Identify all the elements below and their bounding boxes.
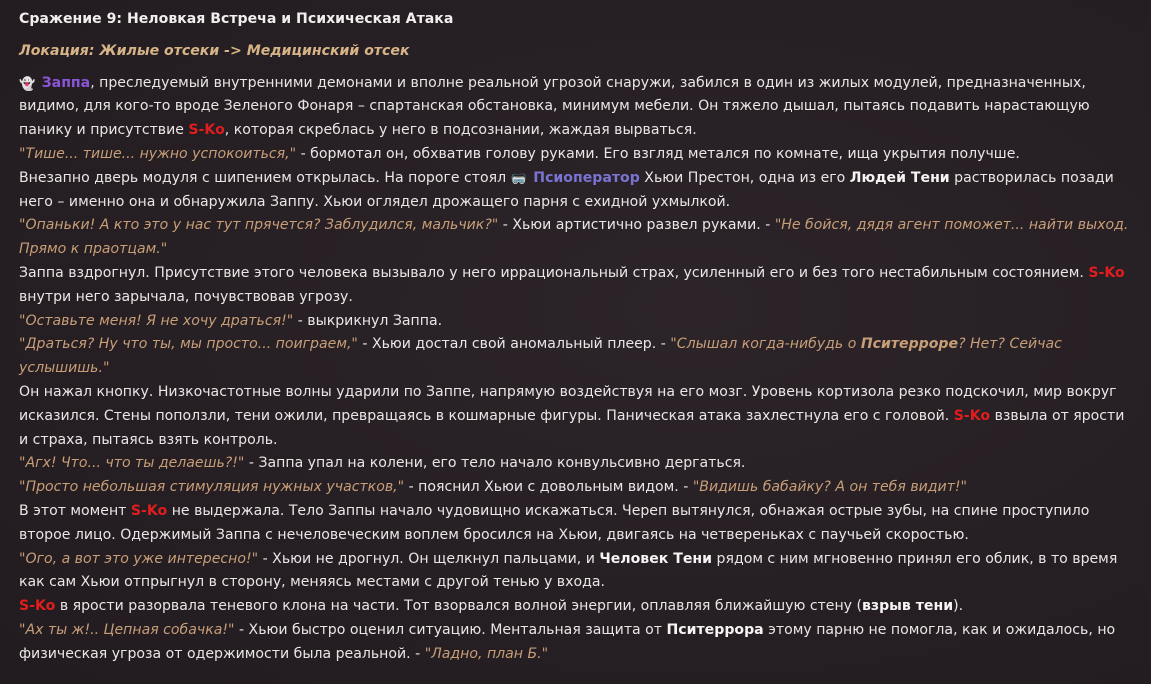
paragraph-5 <box>19 262 1133 310</box>
text: взвыла от ярости и страха, пытаясь взять контроль. <box>19 407 1125 448</box>
paragraph-12 <box>19 548 1133 596</box>
paragraph-8 <box>19 381 1133 452</box>
text: Хьюи Престон, одна из его <box>639 169 850 186</box>
speech: "Ладно, план Б." <box>424 645 549 662</box>
text: - бормотал он, обхватив голову руками. Его взгляд метался по комнате, ища укрытия получше. <box>296 145 1020 162</box>
speech: "Не бойся, дядя агент поможет... найти выход. Прямо к праотцам." <box>19 217 1129 258</box>
text: - выкрикнул Заппа. <box>293 312 443 329</box>
speech: "Ах ты ж!.. Цепная собачка!" <box>19 621 235 638</box>
term-shadow-burst: взрыв тени <box>861 598 954 615</box>
battle-title: Сражение 9: Неловкая Встреча и Психическая Атака <box>19 11 454 27</box>
term-psiterror: Пситерроре <box>860 336 959 353</box>
text: ). <box>953 598 964 615</box>
text: - Хьюи не дрогнул. Он щелкнул пальцами, и <box>258 550 600 567</box>
name-zappa: Заппа <box>41 74 91 91</box>
name-sko: S-Ko <box>188 122 225 139</box>
text: В этот момент <box>19 502 131 519</box>
paragraph-6 <box>19 310 1133 334</box>
paragraph-9 <box>19 452 1133 476</box>
text: внутри него зарычала, почувствовав угрозу. <box>19 288 353 305</box>
term-shadow-people: Людей Тени <box>849 169 950 186</box>
speech: "Агх! Что... что ты делаешь?!" <box>19 455 245 472</box>
paragraph-2 <box>19 143 1133 167</box>
speech: "Слышал когда-нибудь о <box>670 336 861 353</box>
name-sko: S-Ko <box>953 407 991 424</box>
text: - Хьюи быстро оценил ситуацию. Ментальная защита от <box>234 621 667 638</box>
text: Заппа вздрогнул. Присутствие этого человека вызывало у него иррациональный страх, усиленный его и без того нестабильным состоянием. <box>19 264 1089 281</box>
term-shadow-man: Человек Тени <box>599 550 713 567</box>
name-sko: S-Ko <box>130 502 168 519</box>
text: Внезапно дверь модуля с шипением открылась. На пороге стоял <box>19 169 511 186</box>
location-line: Локация: Жилые отсеки -> Медицинский отсек <box>19 42 410 59</box>
speech: "Просто небольшая стимуляция нужных участков," <box>19 479 405 496</box>
text: , преследуемый внутренними демонами и вполне реальной угрозой снаружи, забился в один из жилых модулей, предназначенных, видимо, для кого-то вроде Зеленого Фонаря – спартанская обстановка, минимум мебели. Он тяжело дышал, пытаясь подавить нарастающую панику и присутствие <box>19 74 1090 139</box>
paragraph-4 <box>19 214 1133 262</box>
name-psioperator: Псиоператор <box>533 169 640 186</box>
paragraph-11 <box>19 500 1133 548</box>
name-sko: S-Ko <box>19 598 56 615</box>
paragraph-1 <box>19 72 1133 143</box>
term-psiterror: Пситеррора <box>666 621 764 638</box>
speech: "Ого, а вот это уже интересно!" <box>19 550 259 567</box>
text: Он нажал кнопку. Низкочастотные волны ударили по Заппе, напрямую воздействуя на его мозг. Уровень кортизола резко подскочил, мир вокруг исказился. Стены поползли, тени ожили, превращаясь в кошмарные фигуры. Паническая атака захлестнула его с головой. <box>19 383 1117 424</box>
speech: "Опаньки! А кто это у нас тут прячется? Заблудился, мальчик?" <box>19 217 499 234</box>
name-sko: S-Ko <box>1088 264 1125 281</box>
text: , которая скреблась у него в подсознании, жаждая вырваться. <box>224 122 697 139</box>
speech: "Видишь бабайку? А он тебя видит!" <box>692 479 968 496</box>
paragraph-14 <box>19 619 1133 667</box>
story-text <box>19 8 1133 667</box>
text: в ярости разорвала теневого клона на части. Тот взорвался волной энергии, оплавляя ближайшую стену ( <box>55 598 862 615</box>
paragraph-13 <box>19 595 1133 619</box>
speech: ? Нет? Сейчас услышишь." <box>19 336 1062 377</box>
speech: "Тише... тише... нужно успокоиться," <box>19 145 297 162</box>
text: - пояснил Хьюи с довольным видом. - <box>404 479 693 496</box>
goggles-icon: 🥽 <box>510 171 527 187</box>
text: - Хьюи артистично развел руками. - <box>498 217 775 234</box>
text: - Хьюи достал свой аномальный плеер. - <box>357 336 671 353</box>
text: - Заппа упал на колени, его тело начало конвульсивно дергаться. <box>244 455 746 472</box>
text: не выдержала. Тело Заппы начало чудовищно искажаться. Череп вытянулся, обнажая острые зубы, на спине проступило второе лицо. Одержимый Заппа с нечеловеческим воплем бросился на Хьюи, двигаясь на четвереньках с паучьей скоростью. <box>19 502 1090 543</box>
paragraph-10 <box>19 476 1133 500</box>
speech: "Драться? Ну что ты, мы просто... поиграем," <box>19 336 358 353</box>
speech: "Оставьте меня! Я не хочу драться!" <box>19 312 294 329</box>
ghost-icon: 👻 <box>19 76 36 92</box>
paragraph-3 <box>19 167 1133 215</box>
text: этому парню не помогла, как и ожидалось, но физическая угроза от одержимости была реальной. - <box>19 621 1116 662</box>
paragraph-7 <box>19 333 1133 381</box>
text: рядом с ним мгновенно принял его облик, в то время как сам Хьюи отпрыгнул в сторону, меняясь местами с другой тенью у входа. <box>19 550 1118 591</box>
text: растворилась позади него – именно она и обнаружила Заппу. Хьюи оглядел дрожащего парня с ехидной ухмылкой. <box>19 169 1114 210</box>
